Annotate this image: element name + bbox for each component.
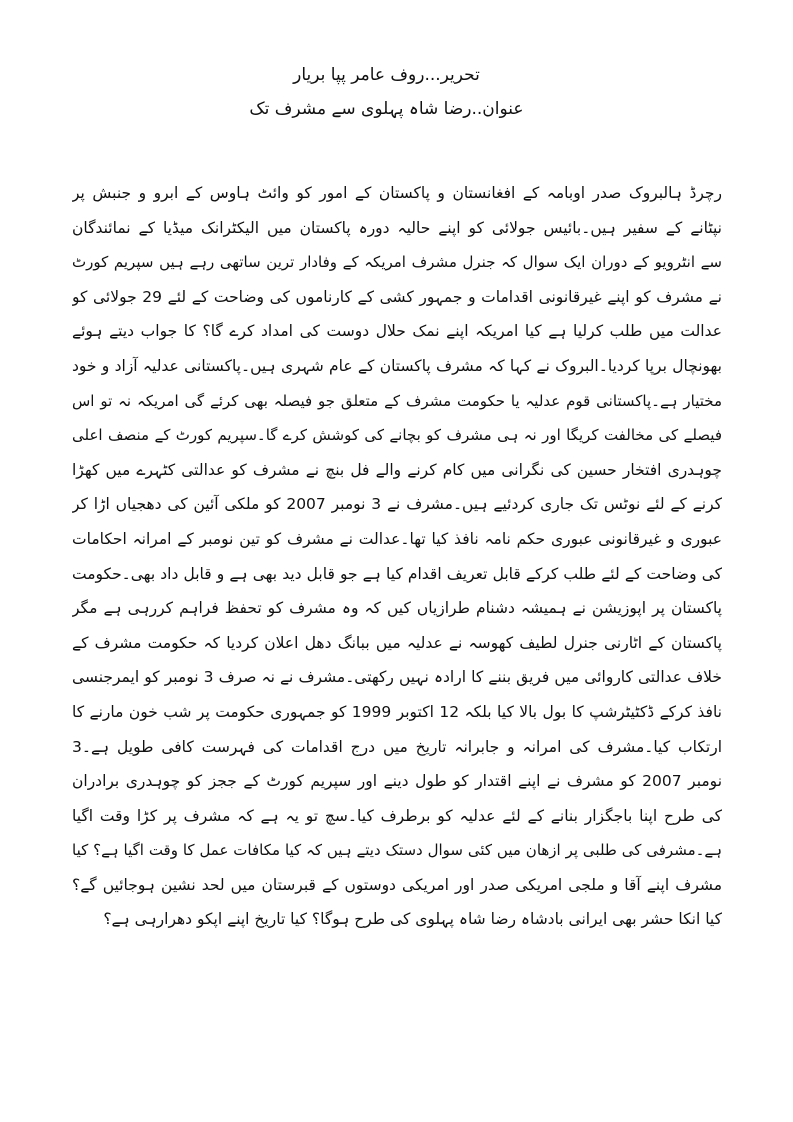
body-line: کی وضاحت کے لئے طلب کرکے قابل تعریف اقدام کیا ہے جو قابل دید بھی ہے و قابل داد بھی۔حکومت	[72, 564, 722, 583]
body-line: نافذ کرکے ڈکٹیٹرشپ کا بول بالا کیا بلکہ 12 اکتوبر 1999 کو جمہوری حکومت پر شب خون مارنے کا	[72, 702, 722, 721]
body-line: پاکستان کے اٹارنی جنرل لطیف کھوسہ نے عدلیہ میں ببانگ دھل اعلان کردیا کہ حکومت مشرف کے	[72, 633, 722, 652]
body-line: کرنے کے لئے نوٹس تک جاری کردئیے ہیں۔مشرف نے 3 نومبر 2007 کو ملکی آئین کی دھجیاں اڑا کر	[72, 495, 722, 514]
body-line: نے مشرف کو اپنے غیرقانونی اقدامات و جمہور کشی کے کارناموں کی وضاحت کے لئے 29 جولائی کو	[72, 287, 722, 306]
body-line: کیا انکا حشر بھی ایرانی بادشاہ رضا شاہ پہلوی کی طرح ہوگا؟ کیا تاریخ اپنے اپکو دھرارہی ہے؟	[103, 910, 722, 929]
body-line: فیصلے کی مخالفت کریگا اور نہ ہی مشرف کو بچانے کی کوشش کرے گا۔سپریم کورٹ کے منصف اعلی	[72, 426, 722, 445]
body-line: خلاف عدالتی کاروائی میں فریق بننے کا ارادہ نہیں رکھتی۔مشرف نے نہ صرف 3 نومبر کو ایمرجنسی	[72, 668, 722, 687]
body-line: چوہدری افتخار حسین کی نگرانی میں کام کرنے والے فل بنچ نے مشرف کو عدالتی کٹہرے میں کھڑا	[72, 460, 722, 479]
body-line: سے انٹرویو کے دوران ایک سوال کہ جنرل مشرف امریکہ کے وفادار ترین ساتھی رہے ہیں سپریم کورٹ	[72, 253, 722, 272]
body-line: عدالت میں طلب کرلیا ہے کیا امریکہ اپنے نمک حلال دوست کی امداد کرے گا؟ کا جواب دیتے ہوئے	[72, 322, 722, 341]
author-byline: تحریر...روف عامر پپا بریار	[293, 65, 480, 85]
article-title: عنوان..رضا شاہ پہلوی سے مشرف تک	[249, 99, 524, 119]
body-line: رچرڈ ہالبروک صدر اوبامہ کے افغانستان و پاکستان کے امور کو وائٹ ہاوس کے ابرو و جنبش پر	[72, 184, 722, 202]
body-line: بھونچال برپا کردیا۔البروک نے کہا کہ مشرف پاکستان کے عام شہری ہیں۔پاکستانی عدلیہ آزاد و خود	[72, 356, 722, 375]
body-line: ارتکاب کیا۔مشرف کی امرانہ و جابرانہ تاریخ میں درج اقدامات کی فہرست کافی طویل ہے۔3	[72, 737, 722, 756]
article-body	[72, 176, 722, 937]
body-line: ہے۔مشرفی کی طلبی پر ازھان میں کئی سوال دستک دیتے ہیں کہ کیا مکافات عمل کا وقت اگیا ہے؟ کیا	[72, 841, 722, 860]
body-line: پاکستان پر اپوزیشن نے ہمیشہ دشنام طرازیاں کیں کہ وہ مشرف کو تحفظ فراہم کررہی ہے مگر	[72, 599, 722, 618]
body-line: مختیار ہے۔پاکستانی قوم عدلیہ یا حکومت مشرف کے متعلق جو فیصلہ بھی کرئے گی امریکہ نہ تو اس	[72, 391, 722, 410]
document-header	[0, 58, 793, 126]
body-line: عبوری و غیرقانونی عبوری حکم نامہ نافذ کیا تھا۔عدالت نے مشرف کو تین نومبر کے امرانہ احکامات	[72, 529, 722, 548]
body-line: کی طرح اپنا باجگزار بنانے کے لئے عدلیہ کو برطرف کیا۔سچ تو یہ ہے کہ مشرف پر کڑا وقت اگیا	[72, 806, 722, 825]
body-line: نپٹانے کے سفیر ہیں۔بائیس جولائی کو اپنے حالیہ دورہ پاکستان میں الیکٹرانک میڈیا کے نمائندگان	[72, 218, 722, 237]
body-line: مشرف اپنے آقا و ملجی امریکی صدر اور امریکی دوستوں کے قبرستان میں لحد نشین ہوجائیں گے؟	[72, 875, 722, 894]
body-line: نومبر 2007 کو مشرف نے اپنے اقتدار کو طول دینے اور سپریم کورٹ کے ججز کو چوہدری برادران	[72, 772, 722, 791]
